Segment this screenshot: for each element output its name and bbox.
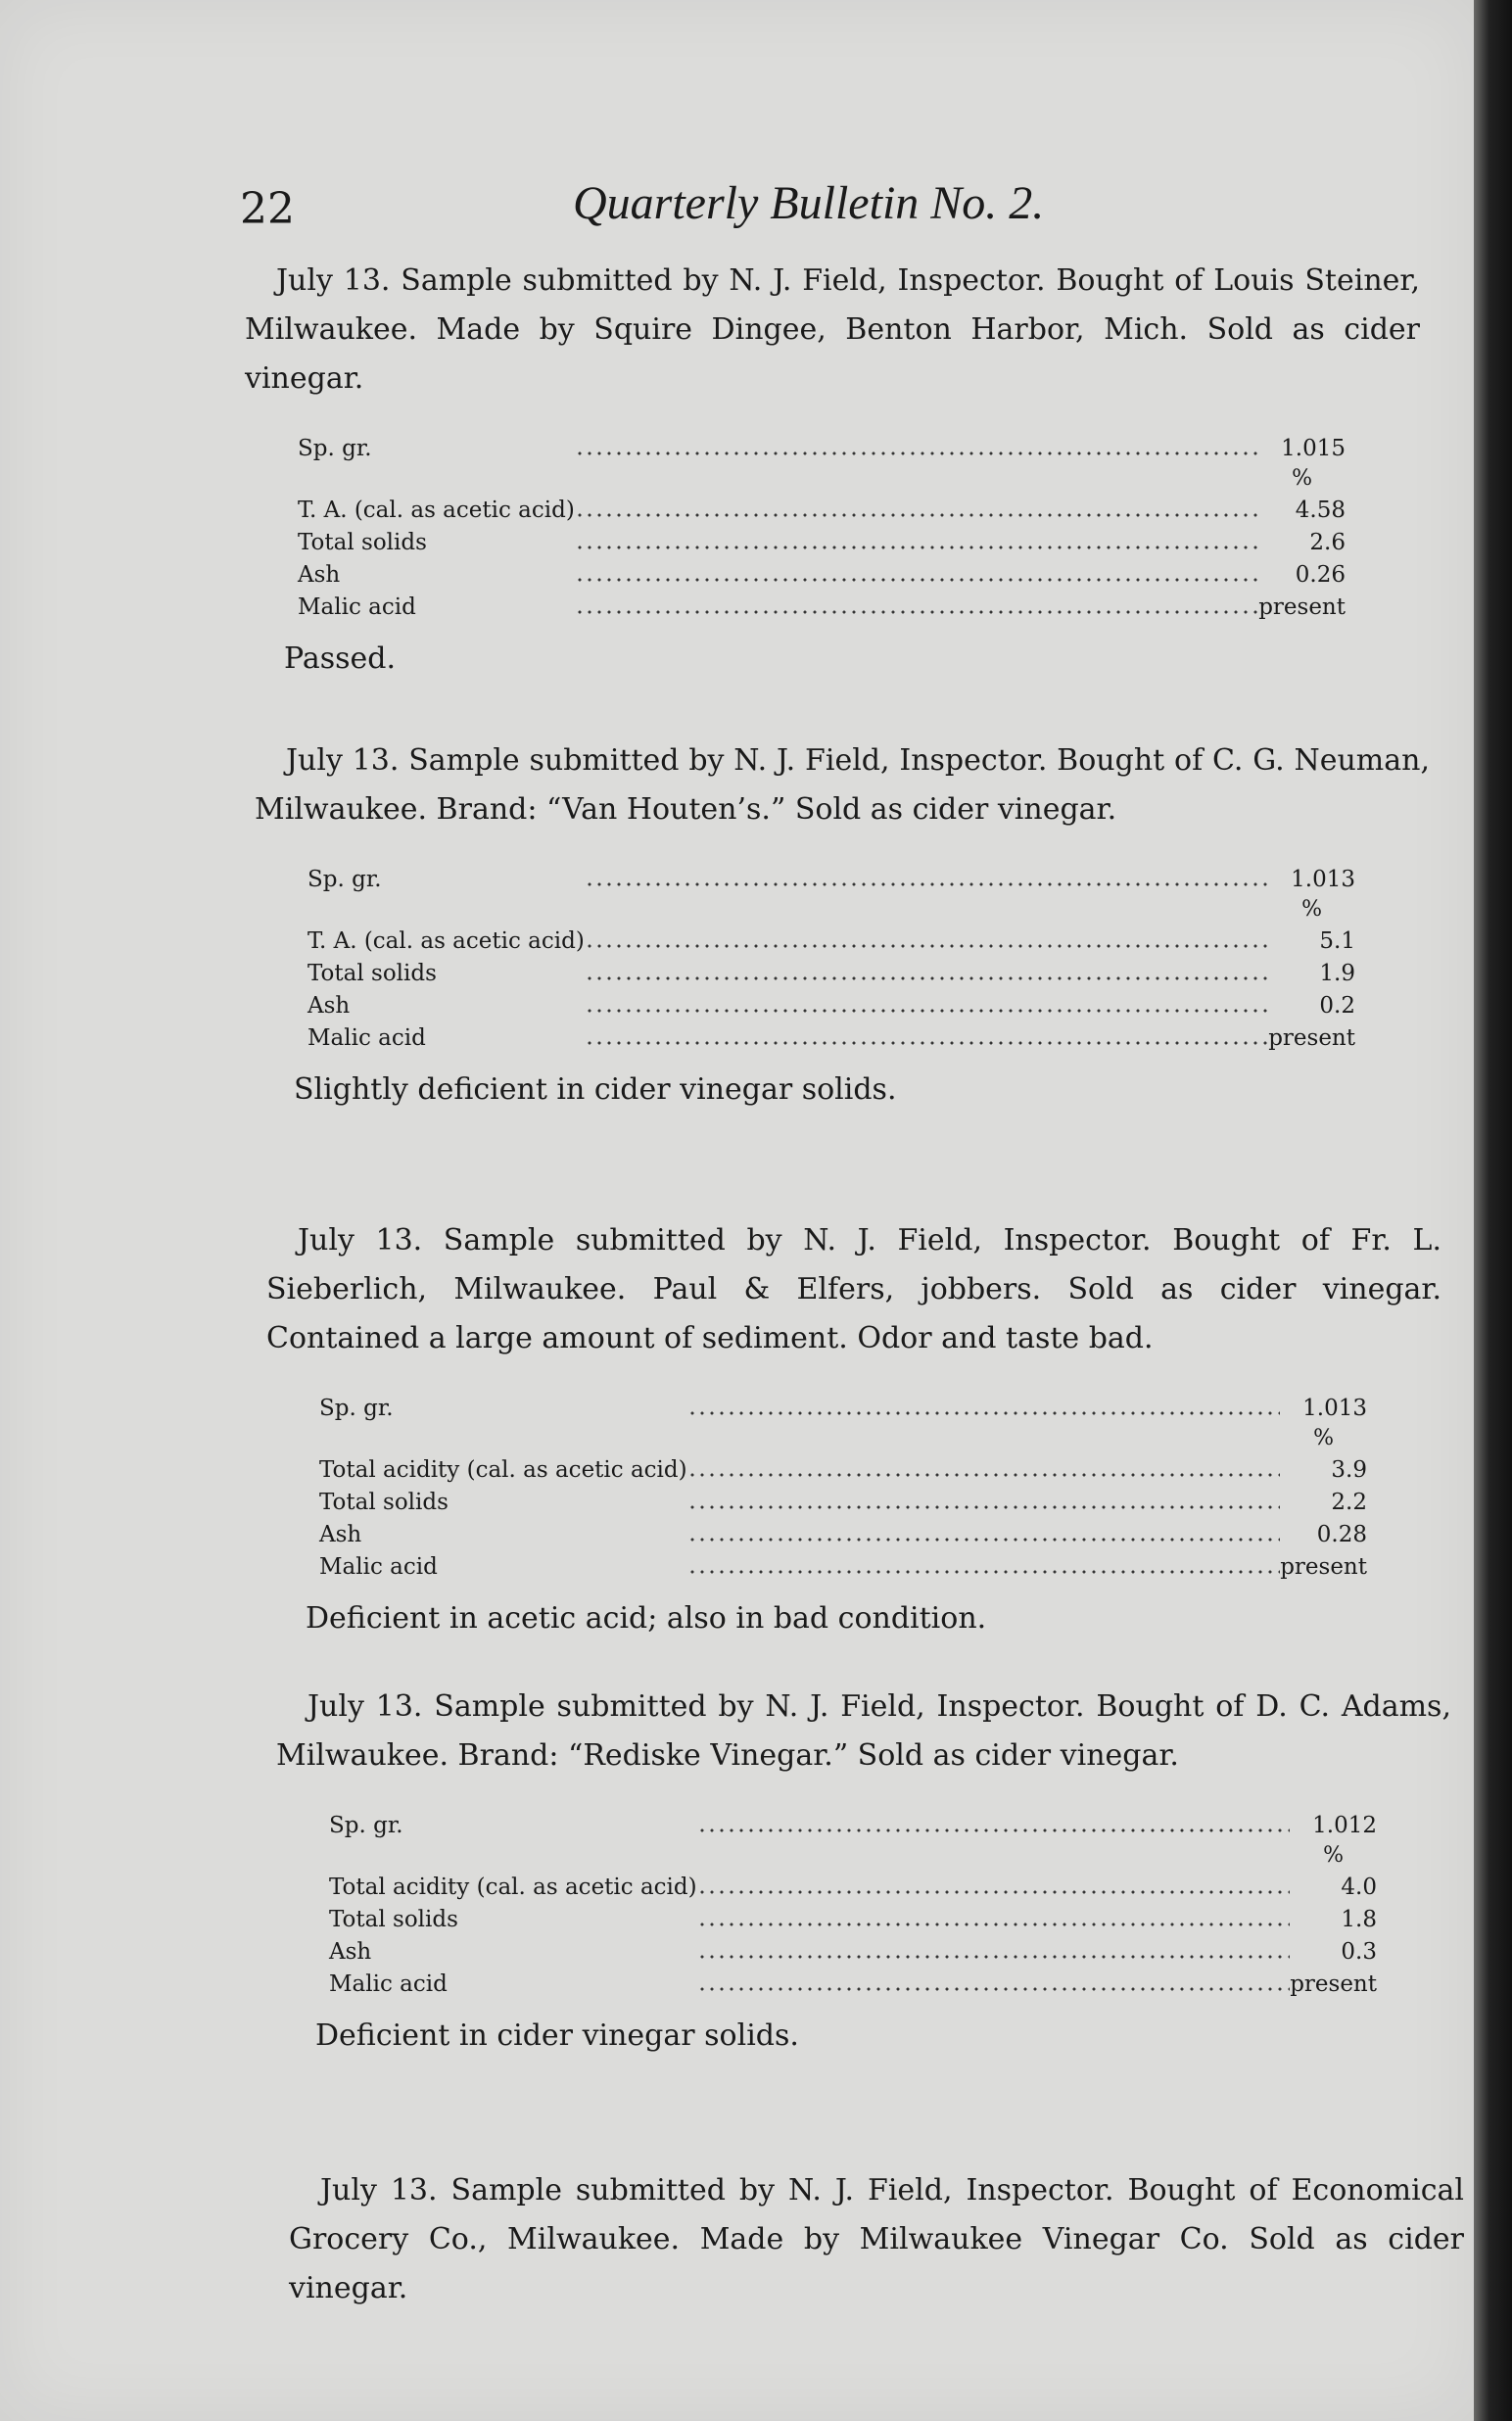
percent-unit: % [1301,897,1323,922]
dot-leader [575,429,1258,461]
reading-value: 3.9 [1331,1457,1367,1483]
reading-label: T. A. (cal. as acetic acid) [307,928,585,954]
reading-value: 1.013 [1302,1396,1367,1421]
reading-value: 2.2 [1331,1490,1367,1515]
reading-label: Sp. gr. [319,1396,394,1421]
reading-label: Malic acid [329,1971,448,1997]
reading-row [307,986,1355,1019]
dot-leader [697,1900,1291,1932]
reading-label: Ash [329,1939,372,1965]
percent-unit: % [1313,1426,1335,1450]
dot-leader [585,1019,1268,1051]
dot-leader [585,986,1268,1019]
sample-entry [255,736,1430,1107]
unit-row [307,892,1355,922]
reading-value: present [1290,1971,1377,1997]
reading-label: Malic acid [319,1554,438,1580]
reading-value: present [1258,594,1346,620]
reading-label: Total solids [298,530,427,555]
reading-value: 1.012 [1312,1813,1377,1838]
reading-row [319,1450,1367,1483]
reading-label: Total acidity (cal. as acetic acid) [319,1457,687,1483]
reading-label: Malic acid [307,1025,426,1051]
dot-leader [687,1547,1281,1580]
readings-table [298,429,1346,620]
reading-value: 0.3 [1341,1939,1377,1965]
sample-entry [276,1683,1451,2053]
reading-label: Total solids [307,961,437,986]
reading-label: Malic acid [298,594,416,620]
entry-verdict: Slightly deficient in cider vinegar solids. [294,1072,897,1107]
reading-value: 0.26 [1295,562,1346,588]
dot-leader [585,860,1268,892]
entry-intro: July 13. Sample submitted by N. J. Field, Inspector. Bought of D. C. Adams, Milwaukee. Brand: “Rediske Vinegar.” Sold as cider vinegar. [276,1689,1451,1773]
unit-row [319,1421,1367,1450]
dot-leader [687,1483,1281,1515]
reading-label: Ash [298,562,341,588]
reading-row [319,1389,1367,1421]
reading-label: T. A. (cal. as acetic acid) [298,498,575,523]
reading-row [298,491,1346,523]
reading-label: Sp. gr. [307,867,382,892]
reading-value: 5.1 [1319,928,1355,954]
reading-row [329,1932,1377,1965]
dot-leader [575,588,1258,620]
dot-leader [687,1389,1281,1421]
reading-row [307,860,1355,892]
entry-verdict: Deficient in cider vinegar solids. [315,2018,799,2053]
sample-entry [289,2166,1464,2313]
dot-leader [697,1806,1291,1838]
running-title: Quarterly Bulletin No. 2. [573,177,1045,229]
reading-value: 4.58 [1295,498,1346,523]
reading-row [329,1900,1377,1932]
dot-leader [585,954,1268,986]
readings-table [329,1806,1377,1997]
reading-label: Total solids [319,1490,449,1515]
entry-verdict: Deficient in acetic acid; also in bad condition. [306,1601,987,1636]
dot-leader [687,1450,1281,1483]
reading-row [298,429,1346,461]
entry-intro: July 13. Sample submitted by N. J. Field, Inspector. Bought of Louis Steiner, Milwaukee. Made by Squire Dingee, Benton Harbor, Mich. Sold as cider vinegar. [245,263,1420,396]
dot-leader [697,1932,1291,1965]
entry-intro: July 13. Sample submitted by N. J. Field, Inspector. Bought of C. G. Neuman, Milwaukee. Brand: “Van Houten’s.” Sold as cider vinegar. [255,743,1430,827]
sample-entry [245,257,1420,676]
reading-label: Total solids [329,1907,458,1932]
percent-unit: % [1292,466,1313,491]
reading-value: 1.9 [1319,961,1355,986]
unit-row [298,461,1346,491]
reading-row [298,523,1346,555]
reading-value: 0.28 [1316,1522,1367,1547]
reading-row [329,1868,1377,1900]
reading-value: 1.8 [1341,1907,1377,1932]
entry-intro: July 13. Sample submitted by N. J. Field, Inspector. Bought of Economical Grocery Co., Milwaukee. Made by Milwaukee Vinegar Co. Sold as cider vinegar. [289,2173,1464,2305]
reading-row [298,588,1346,620]
reading-row [319,1547,1367,1580]
reading-label: Ash [307,993,351,1019]
reading-label: Sp. gr. [298,436,372,461]
reading-row [298,555,1346,588]
reading-value: 1.015 [1281,436,1346,461]
reading-row [319,1515,1367,1547]
reading-label: Sp. gr. [329,1813,403,1838]
reading-row [307,922,1355,954]
percent-unit: % [1323,1843,1345,1868]
page-number: 22 [240,184,295,234]
dot-leader [687,1515,1281,1547]
reading-value: present [1268,1025,1355,1051]
unit-row [329,1838,1377,1868]
reading-row [319,1483,1367,1515]
reading-row [307,954,1355,986]
reading-value: 2.6 [1309,530,1346,555]
readings-table [307,860,1355,1051]
dot-leader [697,1965,1291,1997]
book-spine-shadow [1474,0,1512,2421]
entry-verdict: Passed. [284,641,397,676]
dot-leader [585,922,1268,954]
dot-leader [697,1868,1291,1900]
reading-label: Total acidity (cal. as acetic acid) [329,1875,697,1900]
entry-intro: July 13. Sample submitted by N. J. Field, Inspector. Bought of Fr. L. Sieberlich, Milwaukee. Paul & Elfers, jobbers. Sold as cider vinegar. Contained a large amount of sediment. Odor and taste bad. [266,1223,1441,1355]
reading-value: 0.2 [1319,993,1355,1019]
dot-leader [575,491,1258,523]
dot-leader [575,523,1258,555]
reading-value: 4.0 [1341,1875,1377,1900]
reading-row [307,1019,1355,1051]
reading-row [329,1806,1377,1838]
sample-entry [266,1216,1441,1636]
reading-value: present [1280,1554,1367,1580]
reading-label: Ash [319,1522,362,1547]
dot-leader [575,555,1258,588]
reading-value: 1.013 [1291,867,1355,892]
reading-row [329,1965,1377,1997]
readings-table [319,1389,1367,1580]
